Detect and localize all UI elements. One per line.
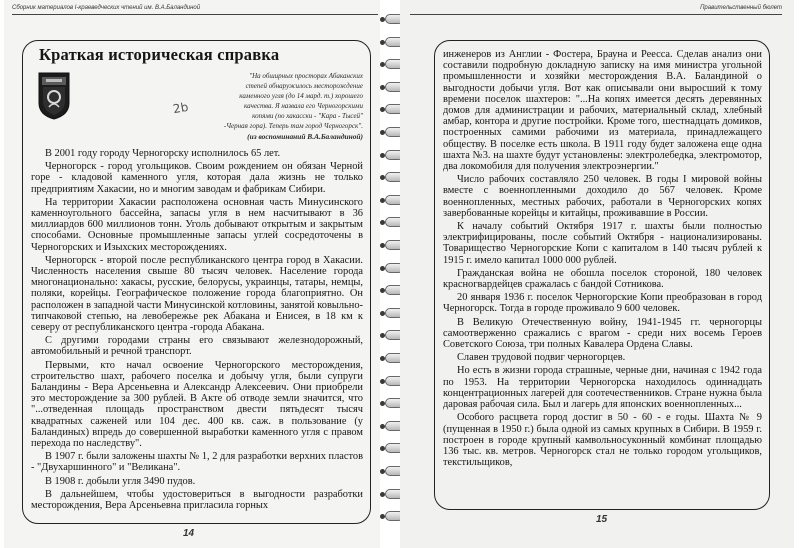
- paragraph: В дальнейшем, чтобы удостовериться в выгодности разработки месторождения, Вера Арсеньевна пригласила горных: [31, 488, 363, 512]
- right-page-number: 15: [596, 514, 608, 525]
- paragraph: Первыми, кто начал освоение Черногорского месторождения, строительство шахт, рабочего поселка и добычу угля, были супруги Баландины - Вера Арсеньевна и Александр Алексеевич. Они приобрели это месторождение за 300 рублей. В Акте об отводе земли значится, что "...отведенная площадь пространством двести пятьдесят тысяч квадратных саженей или 104 дес. 400 кв. саж. в пользование (у Баландиных) впредь до совершенной выработки каменного угля с правом перехода по наследству".: [31, 359, 363, 450]
- city-emblem-icon: [37, 71, 71, 121]
- handwritten-annotation: 2b: [171, 99, 190, 117]
- paragraph: Но есть в жизни города страшные, черные дни, начиная с 1942 года по 1953. На территории Черногорска находилось одиннадцать концентрационных лагерей для соотечественников. Стране нужна была даровая рабочая сила. Был и лагерь для японских военнопленных...: [443, 365, 762, 411]
- left-page: [4, 0, 386, 548]
- epigraph: [81, 71, 363, 142]
- title-row: [31, 47, 363, 63]
- binding-hole: [380, 333, 385, 338]
- paragraph: Славен трудовой подвиг черногорцев.: [457, 352, 626, 364]
- paragraph: Число рабочих составляло 250 человек. В годы I мировой войны вместе с военнопленными доходило до 567 человек. Кроме военнопленных, местных рабочих, работали в Черногорских копях завербованные корейцы и китайцы, проживавшие в России.: [443, 174, 762, 219]
- binding-hole: [380, 356, 385, 361]
- binding-hole: [380, 379, 385, 384]
- binding-hole: [380, 492, 385, 497]
- binding-hole: [380, 446, 385, 451]
- left-running-header: Сборник материалов I-краеведческих чтений им. В.А.Баландиной: [12, 5, 378, 15]
- left-body-text: [31, 148, 363, 511]
- paragraph: инженеров из Англии - Фостера, Брауна и Реесса. Сделав анализ они составили подробную докладную записку на имя министра угольной промышленности и хозяйки месторождения В.А. Баландиной о выгодности добычи угля. Вот как описывали они выросший к тому времени поселок шахтеров: "...На копях имеется десять деревянных домов для администрации и рабочих, материальный склад, хлебный амбар, контора и другие постройки. Кроме того, шестнадцать домиков, построенных самими рабочими из материала, принадлежащего обществу. В поселке есть школа. В 1911 году будет заложена еще одна шахта №3. на шахте будут установлены: электролебедка, электромотор, два локомобиля для получения электроэнергии.": [443, 49, 762, 173]
- right-page-frame: [434, 40, 770, 510]
- paragraph: В 1908 г. добыли угля 3490 пудов.: [45, 475, 196, 487]
- binding-hole: [380, 220, 385, 225]
- left-page-number: 14: [183, 528, 195, 539]
- paragraph: 20 января 1936 г. поселок Черногорские Копи преобразован в город Черногорск. Тогда в городе проживало 9 600 человек.: [443, 292, 762, 315]
- binding-hole: [380, 288, 385, 293]
- epigraph-line: качества. Я назвала его Черногорскими: [243, 102, 363, 110]
- binding-hole: [380, 311, 385, 316]
- binding-hole: [380, 17, 385, 22]
- binding-hole: [380, 85, 385, 90]
- binding-hole: [380, 130, 385, 135]
- paragraph: В 2001 году городу Черногорску исполнилось 65 лет.: [45, 148, 281, 159]
- epigraph-line: степей обнаружилось месторождение: [245, 82, 363, 90]
- binding-hole: [380, 62, 385, 67]
- right-page-content: [443, 49, 762, 468]
- paragraph: Черногорск - второй после республиканского центра город в Хакасии. Численность населения свыше 80 тысяч человек. Население города многонационально: хакасы, русские, белорусы, украинцы, татары, немцы, поляки, корейцы. Географическое положение города благоприятно. Он расположен в западной части Минусинской котловины, занятой ковыльно-типчаковой степью, на левобережье рек Абакана и Енисея, в 18 км к северу от республиканского центра -города Абакана.: [31, 254, 363, 334]
- paragraph: В Великую Отечественную войну, 1941-1945 гг. черногорцы самоотверженно сражались с врагом - среди них восемь Героев Советского Союза, три полных Кавалера Ордена Славы.: [443, 316, 762, 351]
- left-page-frame: [22, 40, 371, 524]
- binding-hole: [380, 401, 385, 406]
- epigraph-source: (из воспоминаний В.А.Баландиной): [247, 132, 363, 141]
- right-running-header: Правительственный бюлет: [410, 5, 782, 15]
- binding-hole: [380, 175, 385, 180]
- binding-hole: [380, 107, 385, 112]
- binding-hole: [380, 424, 385, 429]
- binding-hole: [380, 514, 385, 519]
- paragraph: На территории Хакасии расположена основная часть Минусинского каменноугольного бассейна, запасы угля в нем насчитывают в 36 миллиардов 600 миллионов тонн. Уголь добывают открытым и закрытым способами. Основные промышленные запасы углей сосредоточены в Черногорских и Изыхских месторождениях.: [31, 196, 363, 253]
- epigraph-line: каменного угля (до 14 мард. т.) хорошего: [239, 92, 363, 100]
- binding-hole: [380, 40, 385, 45]
- binding-hole: [380, 266, 385, 271]
- binding-hole: [380, 469, 385, 474]
- left-page-content: [31, 47, 363, 511]
- paragraph: Черногорск - город угольщиков. Своим рождением он обязан Черной горе - кладовой каменного угля, которая дала жизнь не только предприятиям Хакасии, но и многим заводам и фабрикам Сибири.: [31, 161, 363, 195]
- paragraph: К началу событий Октября 1917 г. шахты были полностью электрифицированы, после событий Октября - национализированы. Товарищество Черногорские Копи с капиталом в 140 тысяч рублей к 1915 г. имело капитал 1000 000 рублей.: [443, 221, 762, 266]
- right-page: [400, 0, 794, 548]
- epigraph-line: "На обширных просторах Абаканских: [249, 72, 363, 80]
- binding-hole: [380, 198, 385, 203]
- right-body-text: [443, 49, 762, 468]
- epigraph-line: -Черная гора). Теперь там город Черногорск".: [223, 122, 363, 130]
- article-title: Краткая историческая справка: [39, 45, 280, 64]
- binding-hole: [380, 243, 385, 248]
- paragraph: Особого расцвета город достиг в 50 - 60 - е годы. Шахта № 9 (пущенная в 1950 г.) была одной из самых крупных в Сибири. В 1959 г. построен в городе крупный камвольносуконный комбинат площадью 136 тыс. кв. метров. Черногорск стал не только городом угольщиков, текстильщиков,: [443, 412, 762, 469]
- binding-hole: [380, 153, 385, 158]
- paragraph: С другими городами страны его связывают железнодорожный, автомобильный и речной транспорт.: [31, 335, 363, 358]
- epigraph-line: копями (по хакасски - "Кара - Тысей": [252, 112, 363, 120]
- paragraph: Гражданская война не обошла поселок стороной, 180 человек красногвардейцев сражалась с бандой Сотникова.: [443, 267, 762, 291]
- paragraph: В 1907 г. были заложены шахты № 1, 2 для разработки верхних пластов - "Двухаршинного" и "Великана".: [31, 451, 363, 474]
